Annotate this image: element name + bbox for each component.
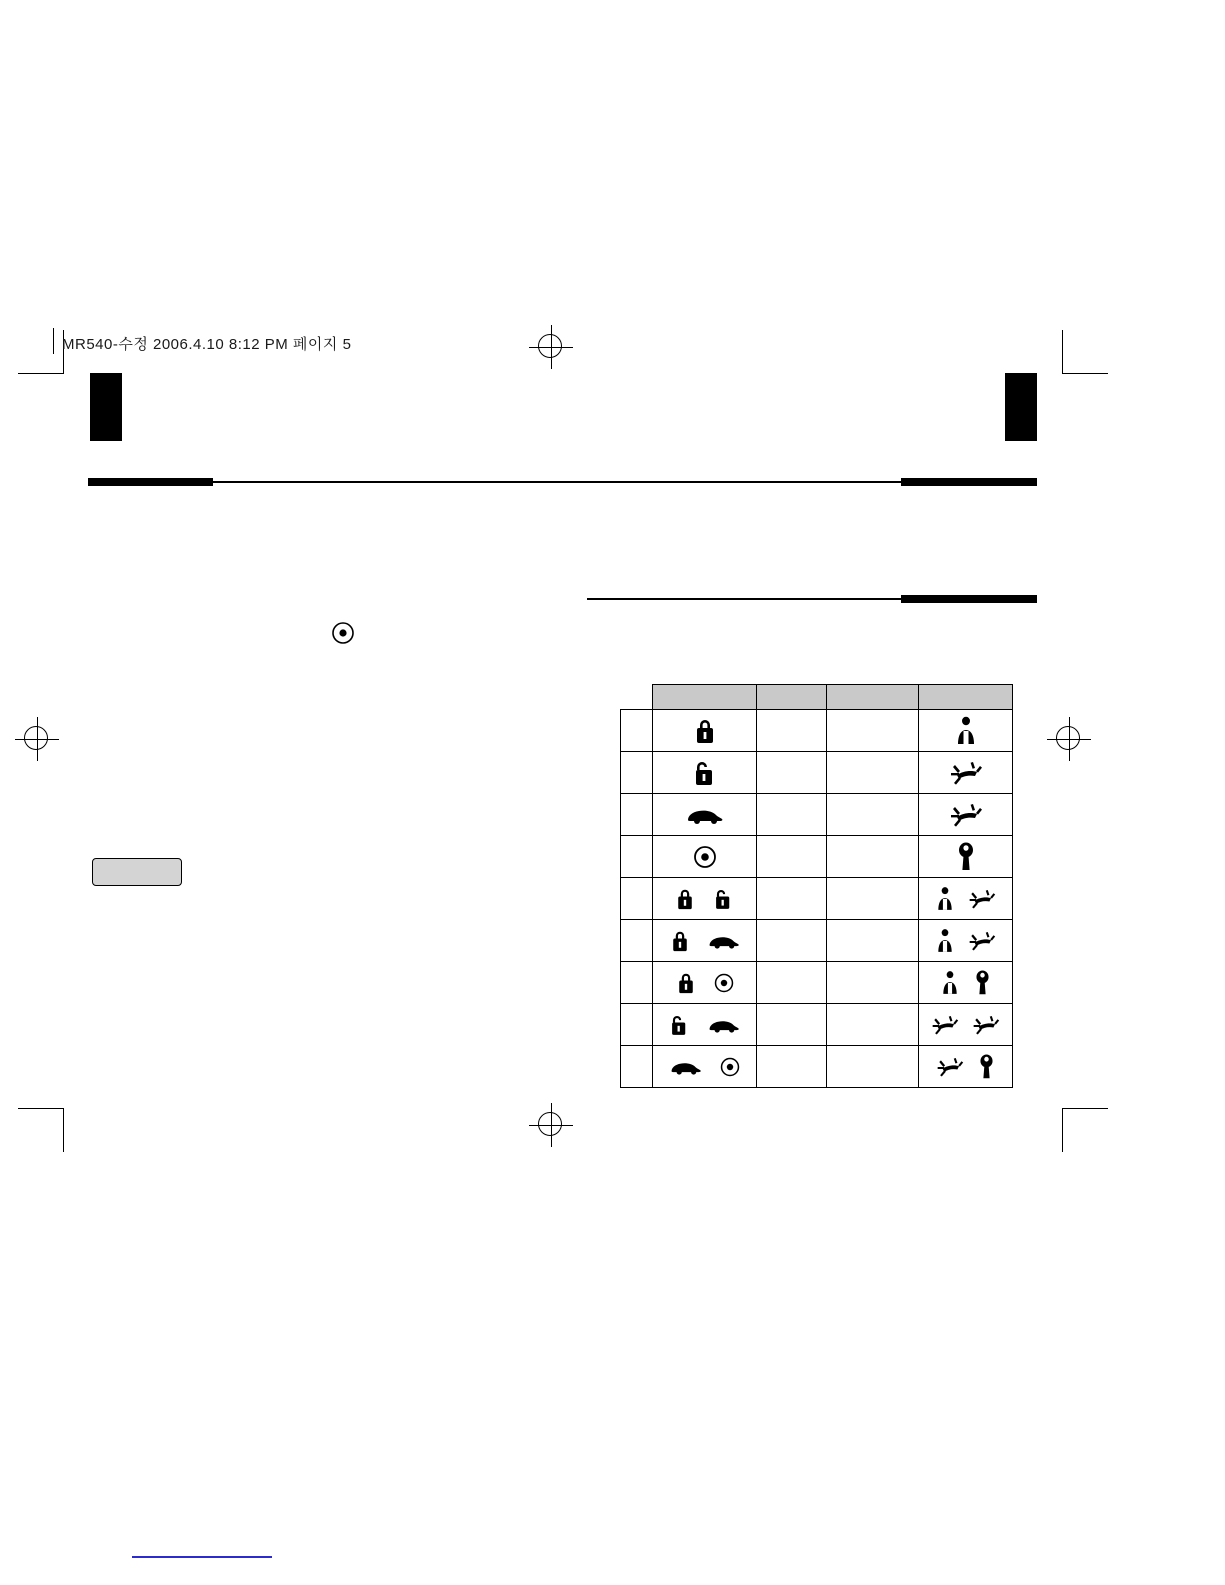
flash-icon <box>968 929 996 953</box>
table-row <box>621 920 1013 962</box>
row-duration-cell <box>757 920 827 962</box>
row-buttons-cell <box>653 962 757 1004</box>
table-header-cell-duration <box>757 685 827 710</box>
row-action-cell <box>827 878 919 920</box>
crop-mark-top-right-horizontal <box>1062 373 1108 374</box>
crop-mark-top-right-vertical <box>1062 330 1063 374</box>
row-action-cell <box>827 794 919 836</box>
row-number-cell <box>621 1004 653 1046</box>
row-action-cell <box>827 836 919 878</box>
row-duration-cell <box>757 962 827 1004</box>
thumb-tab-left <box>90 373 122 441</box>
crop-mark-bottom-left-vertical <box>63 1108 64 1152</box>
row-buttons-cell <box>653 710 757 752</box>
table-header-cell-action <box>827 685 919 710</box>
lock-icon <box>669 928 691 954</box>
row-number-cell <box>621 1046 653 1088</box>
bottom-link-artifact <box>132 1556 272 1558</box>
flash-icon <box>949 759 983 787</box>
row-response-cell <box>919 1004 1013 1046</box>
siren-car-icon <box>935 886 955 912</box>
table-header-cell-buttons <box>653 685 757 710</box>
row-response-cell <box>919 962 1013 1004</box>
row-response-cell <box>919 1046 1013 1088</box>
right-heading-rule-bold <box>901 478 1037 486</box>
left-heading-rule-bold <box>88 478 213 486</box>
unlock-icon <box>668 1012 691 1038</box>
table-row <box>621 1004 1013 1046</box>
button-function-table <box>620 684 1013 1088</box>
siren-car-icon <box>935 928 955 954</box>
table-header-cell-no <box>621 685 653 710</box>
row-buttons-cell <box>653 878 757 920</box>
row-action-cell <box>827 710 919 752</box>
row-buttons-cell <box>653 920 757 962</box>
car-icon <box>707 932 741 950</box>
row-duration-cell <box>757 1004 827 1046</box>
flash-icon <box>936 1055 964 1079</box>
table-row <box>621 794 1013 836</box>
crop-mark-bottom-left-horizontal <box>18 1108 64 1109</box>
unlock-icon <box>712 886 735 912</box>
registration-mark-left-middle <box>15 717 59 761</box>
table-header-row <box>621 685 1013 710</box>
horn-icon <box>977 1054 996 1080</box>
row-action-cell <box>827 1046 919 1088</box>
row-buttons-cell <box>653 794 757 836</box>
crop-mark-bottom-right-vertical <box>1062 1108 1063 1152</box>
row-number-cell <box>621 836 653 878</box>
registration-mark-top-center <box>529 325 573 369</box>
registration-mark-bottom-center <box>529 1103 573 1147</box>
table-row <box>621 836 1013 878</box>
row-buttons-cell <box>653 836 757 878</box>
flash-icon <box>931 1013 959 1037</box>
right-heading-rule-thin <box>587 481 901 483</box>
row-action-cell <box>827 920 919 962</box>
table-row <box>621 962 1013 1004</box>
row-buttons-cell <box>653 752 757 794</box>
table-row <box>621 752 1013 794</box>
row-duration-cell <box>757 836 827 878</box>
crop-mark-bottom-right-horizontal <box>1062 1108 1108 1109</box>
circle-dot-icon <box>719 1056 741 1078</box>
right-subheading-rule-thin <box>587 598 901 600</box>
table-header-cell-response <box>919 685 1013 710</box>
row-duration-cell <box>757 794 827 836</box>
row-number-cell <box>621 794 653 836</box>
right-subheading-rule-bold <box>901 595 1037 603</box>
flash-icon <box>949 801 983 829</box>
flash-icon <box>968 887 996 911</box>
row-action-cell <box>827 1004 919 1046</box>
lock-icon <box>674 886 696 912</box>
siren-car-icon <box>954 716 978 746</box>
circle-dot-icon <box>713 972 735 994</box>
circle-dot-icon <box>692 844 718 870</box>
row-number-cell <box>621 962 653 1004</box>
row-number-cell <box>621 920 653 962</box>
row-buttons-cell <box>653 1046 757 1088</box>
table-row <box>621 1046 1013 1088</box>
siren-car-icon <box>940 970 960 996</box>
row-response-cell <box>919 752 1013 794</box>
slug-divider <box>53 328 54 354</box>
row-response-cell <box>919 794 1013 836</box>
registration-mark-right-middle <box>1047 717 1091 761</box>
row-action-cell <box>827 962 919 1004</box>
circle-dot-icon <box>330 620 356 646</box>
flash-icon <box>972 1013 1000 1037</box>
row-duration-cell <box>757 710 827 752</box>
row-number-cell <box>621 878 653 920</box>
row-buttons-cell <box>653 1004 757 1046</box>
lock-icon <box>675 970 697 996</box>
horn-icon <box>973 970 992 996</box>
lock-icon <box>692 716 718 746</box>
table-row <box>621 710 1013 752</box>
horn-icon <box>955 842 977 872</box>
row-response-cell <box>919 710 1013 752</box>
thumb-tab-right <box>1005 373 1037 441</box>
crop-mark-top-left-horizontal <box>18 373 64 374</box>
page-slug: MR540-수정 2006.4.10 8:12 PM 페이지 5 <box>62 336 352 353</box>
row-duration-cell <box>757 752 827 794</box>
table-row <box>621 878 1013 920</box>
unlock-icon <box>691 758 719 788</box>
row-number-cell <box>621 752 653 794</box>
row-duration-cell <box>757 878 827 920</box>
row-duration-cell <box>757 1046 827 1088</box>
row-response-cell <box>919 920 1013 962</box>
car-icon <box>685 805 725 825</box>
car-icon <box>669 1058 703 1076</box>
row-response-cell <box>919 878 1013 920</box>
row-response-cell <box>919 836 1013 878</box>
table-body <box>621 710 1013 1088</box>
key-outline-box <box>92 858 182 886</box>
car-icon <box>707 1016 741 1034</box>
row-action-cell <box>827 752 919 794</box>
row-number-cell <box>621 710 653 752</box>
